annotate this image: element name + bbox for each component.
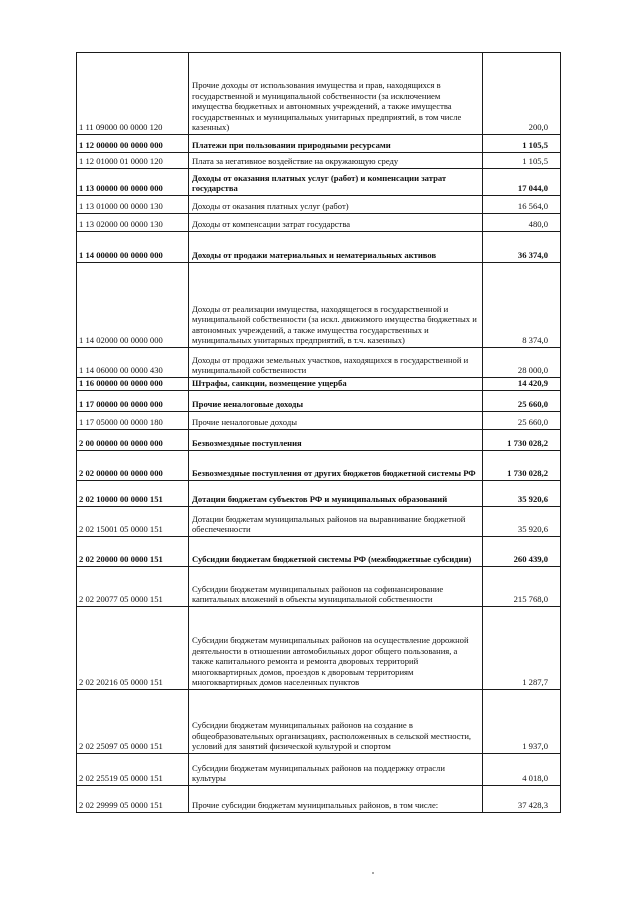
row-name-cell: Дотации бюджетам муниципальных районов на выравнивание бюджетной обеспеченности [189, 507, 483, 537]
row-code-cell: 1 16 00000 00 0000 000 [77, 378, 189, 391]
row-sum-cell: 35 920,6 [483, 481, 561, 507]
row-sum-cell: 480,0 [483, 214, 561, 232]
row-sum-cell: 17 044,0 [483, 169, 561, 196]
row-code-cell: 2 02 20216 05 0000 151 [77, 607, 189, 690]
row-name-cell: Доходы от реализации имущества, находящегося в государственной и муниципальной собственности (за искл. движимого имущества бюджетных и автономных учреждений, а также имущества государственных и муниципальных унитарных предприятий, в т.ч. казенных) [189, 263, 483, 348]
row-code-cell: 2 02 20077 05 0000 151 [77, 567, 189, 607]
row-code-cell: 2 02 00000 00 0000 000 [77, 451, 189, 481]
table-row [77, 412, 561, 430]
row-code-cell: 2 02 15001 05 0000 151 [77, 507, 189, 537]
row-name-cell: Субсидии бюджетам муниципальных районов на создание в общеобразовательных организациях, расположенных в сельской местности, условий для занятий физической культурой и спортом [189, 690, 483, 754]
row-code-cell: 1 13 00000 00 0000 000 [77, 169, 189, 196]
row-code-cell: 2 02 25519 05 0000 151 [77, 754, 189, 786]
row-sum-cell: 1 287,7 [483, 607, 561, 690]
table-row [77, 53, 561, 135]
table-row [77, 607, 561, 690]
row-sum-cell: 1 730 028,2 [483, 430, 561, 451]
row-name-cell: Доходы от оказания платных услуг (работ) и компенсации затрат государства [189, 169, 483, 196]
row-code-cell: 1 13 02000 00 0000 130 [77, 214, 189, 232]
row-sum-cell: 4 018,0 [483, 754, 561, 786]
table-row [77, 481, 561, 507]
row-name-cell: Доходы от оказания платных услуг (работ) [189, 196, 483, 214]
row-code-cell: 1 12 01000 01 0000 120 [77, 153, 189, 169]
row-sum-cell: 36 374,0 [483, 232, 561, 263]
revenue-table [76, 52, 561, 813]
table-row [77, 135, 561, 153]
table-row [77, 378, 561, 391]
row-sum-cell: 200,0 [483, 53, 561, 135]
row-code-cell: 2 02 20000 00 0000 151 [77, 537, 189, 567]
row-code-cell: 1 17 05000 00 0000 180 [77, 412, 189, 430]
revenue-table-body [77, 53, 561, 813]
row-name-cell: Безвозмездные поступления от других бюджетов бюджетной системы РФ [189, 451, 483, 481]
row-sum-cell: 1 937,0 [483, 690, 561, 754]
table-row [77, 214, 561, 232]
table-row [77, 786, 561, 813]
row-sum-cell: 215 768,0 [483, 567, 561, 607]
row-name-cell: Прочие доходы от использования имущества и прав, находящихся в государственной и муниципальной собственности (за исключением имущества бюджетных и автономных учреждений, а также имущества государственных и муниципальных унитарных предприятий, в том числе казенных) [189, 53, 483, 135]
table-row [77, 153, 561, 169]
row-name-cell: Прочие субсидии бюджетам муниципальных районов, в том числе: [189, 786, 483, 813]
row-sum-cell: 25 660,0 [483, 412, 561, 430]
row-sum-cell: 25 660,0 [483, 391, 561, 412]
row-name-cell: Субсидии бюджетам бюджетной системы РФ (межбюджетные субсидии) [189, 537, 483, 567]
row-code-cell: 1 14 02000 00 0000 000 [77, 263, 189, 348]
table-row [77, 196, 561, 214]
row-sum-cell: 16 564,0 [483, 196, 561, 214]
row-sum-cell: 37 428,3 [483, 786, 561, 813]
row-name-cell: Доходы от продажи материальных и нематериальных активов [189, 232, 483, 263]
row-code-cell: 1 14 00000 00 0000 000 [77, 232, 189, 263]
row-code-cell: 1 14 06000 00 0000 430 [77, 348, 189, 378]
row-code-cell: 1 12 00000 00 0000 000 [77, 135, 189, 153]
row-sum-cell: 1 105,5 [483, 135, 561, 153]
table-row [77, 451, 561, 481]
table-row [77, 754, 561, 786]
scan-speck [372, 872, 374, 874]
row-name-cell: Дотации бюджетам субъектов РФ и муниципальных образований [189, 481, 483, 507]
row-name-cell: Прочие неналоговые доходы [189, 412, 483, 430]
table-row [77, 169, 561, 196]
row-sum-cell: 28 000,0 [483, 348, 561, 378]
row-code-cell: 2 02 29999 05 0000 151 [77, 786, 189, 813]
row-code-cell: 1 11 09000 00 0000 120 [77, 53, 189, 135]
table-row [77, 263, 561, 348]
row-code-cell: 1 13 01000 00 0000 130 [77, 196, 189, 214]
row-code-cell: 2 02 25097 05 0000 151 [77, 690, 189, 754]
table-row [77, 567, 561, 607]
table-row [77, 391, 561, 412]
row-name-cell: Доходы от продажи земельных участков, находящихся в государственной и муниципальной собственности [189, 348, 483, 378]
row-name-cell: Субсидии бюджетам муниципальных районов на поддержку отрасли культуры [189, 754, 483, 786]
row-sum-cell: 8 374,0 [483, 263, 561, 348]
row-sum-cell: 35 920,6 [483, 507, 561, 537]
row-sum-cell: 260 439,0 [483, 537, 561, 567]
table-row [77, 232, 561, 263]
table-row [77, 430, 561, 451]
row-code-cell: 2 00 00000 00 0000 000 [77, 430, 189, 451]
row-name-cell: Субсидии бюджетам муниципальных районов на софинансирование капитальных вложений в объекты муниципальной собственности [189, 567, 483, 607]
table-row [77, 537, 561, 567]
row-code-cell: 1 17 00000 00 0000 000 [77, 391, 189, 412]
row-name-cell: Штрафы, санкции, возмещение ущерба [189, 378, 483, 391]
row-name-cell: Доходы от компенсации затрат государства [189, 214, 483, 232]
row-name-cell: Плата за негативное воздействие на окружающую среду [189, 153, 483, 169]
row-name-cell: Платежи при пользовании природными ресурсами [189, 135, 483, 153]
table-row [77, 690, 561, 754]
row-name-cell: Безвозмездные поступления [189, 430, 483, 451]
row-name-cell: Субсидии бюджетам муниципальных районов на осуществление дорожной деятельности в отношении автомобильных дорог общего пользования, а также капитального ремонта и ремонта дворовых территорий многоквартирных домов, проездов к дворовым территориям многоквартирных домов населенных пунктов [189, 607, 483, 690]
row-name-cell: Прочие неналоговые доходы [189, 391, 483, 412]
table-row [77, 348, 561, 378]
row-sum-cell: 1 730 028,2 [483, 451, 561, 481]
row-sum-cell: 1 105,5 [483, 153, 561, 169]
row-sum-cell: 14 420,9 [483, 378, 561, 391]
row-code-cell: 2 02 10000 00 0000 151 [77, 481, 189, 507]
table-row [77, 507, 561, 537]
